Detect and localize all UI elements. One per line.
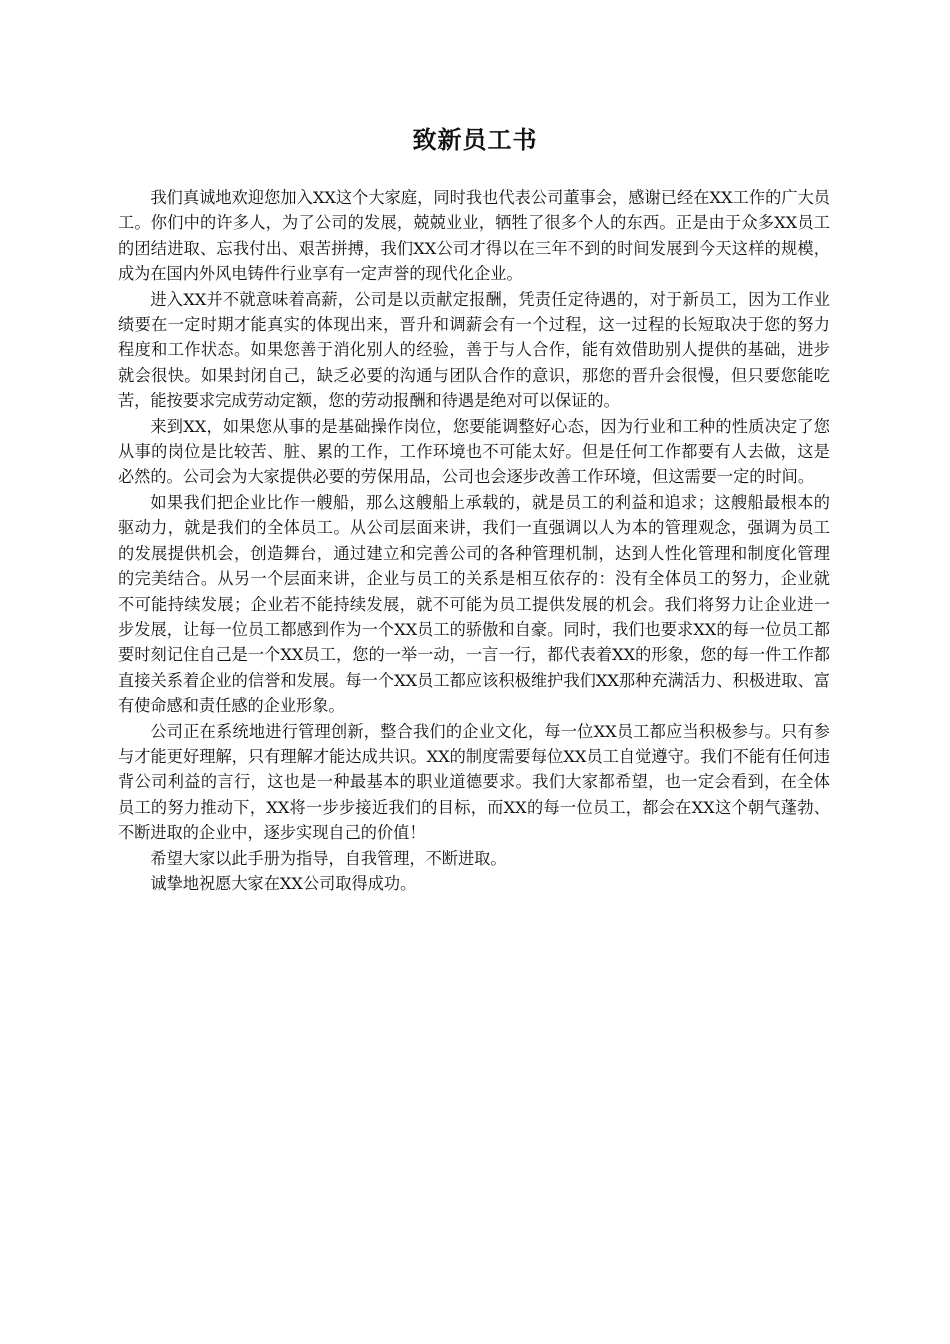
paragraph-closing-wish: 诚挚地祝愿大家在XX公司取得成功。 [150,873,417,893]
paragraph-handbook-guidance: 希望大家以此手册为指导，自我管理，不断进取。 [150,848,507,868]
paragraph-working-conditions: 来到XX，如果您从事的是基础操作岗位，您要能调整好心态，因为行业和工种的性质决定了您从事的岗位是比较苦、脏、累的工作，工作环境也不可能太好。但是任何工作都要有人去做，这是必然的。公司会为大家提供必要的劳保用品，公司也会逐步改善工作环境，但这需要一定的时间。 [118,416,830,487]
page-title: 致新员工书 [412,126,538,154]
paragraph-ship-metaphor: 如果我们把企业比作一艘船，那么这艘船上承载的，就是员工的利益和追求；这艘船最根本的驱动力，就是我们的全体员工。从公司层面来讲，我们一直强调以人为本的管理观念，强调为员工的发展提供机会，创造舞台，通过建立和完善公司的各种管理机制，达到人性化管理和制度化管理的完美结合。从另一个层面来讲，企业与员工的关系是相互依存的：没有全体员工的努力，企业就不可能持续发展；企业若不能持续发展，就不可能为员工提供发展的机会。我们将努力让企业进一步发展，让每一位员工都感到作为一个XX员工的骄傲和自豪。同时，我们也要求XX的每一位员工都要时刻记住自己是一个XX员工，您的一举一动，一言一行，都代表着XX的形象，您的每一件工作都直接关系着企业的信誉和发展。每一个XX员工都应该积极维护我们XX那种充满活力、积极进取、富有使命感和责任感的企业形象。 [118,492,830,716]
letter-body [118,185,830,896]
paragraph-salary: 进入XX并不就意味着高薪，公司是以贡献定报酬，凭责任定待遇的，对于新员工，因为工作业绩要在一定时期才能真实的体现出来，晋升和调薪会有一个过程，这一过程的长短取决于您的努力程度和工作状态。如果您善于消化别人的经验，善于与人合作，能有效借助别人提供的基础，进步就会很快。如果封闭自己，缺乏必要的沟通与团队合作的意识，那您的晋升会很慢，但只要您能吃苦，能按要求完成劳动定额，您的劳动报酬和待遇是绝对可以保证的。 [118,289,830,411]
paragraph-management-innovation: 公司正在系统地进行管理创新，整合我们的企业文化，每一位XX员工都应当积极参与。只有参与才能更好理解，只有理解才能达成共识。XX的制度需要每位XX员工自觉遵守。我们不能有任何违背公司利益的言行，这也是一种最基本的职业道德要求。我们大家都希望，也一定会看到，在全体员工的努力推动下，XX将一步步接近我们的目标，而XX的每一位员工，都会在XX这个朝气蓬勃、不断进取的企业中，逐步实现自己的价值！ [118,721,830,843]
paragraph-welcome: 我们真诚地欢迎您加入XX这个大家庭，同时我也代表公司董事会，感谢已经在XX工作的广大员工。你们中的许多人，为了公司的发展，兢兢业业，牺牲了很多个人的东西。正是由于众多XX员工的团结进取、忘我付出、艰苦拼搏，我们XX公司才得以在三年不到的时间发展到今天这样的规模，成为在国内外风电铸件行业享有一定声誉的现代化企业。 [118,188,830,284]
